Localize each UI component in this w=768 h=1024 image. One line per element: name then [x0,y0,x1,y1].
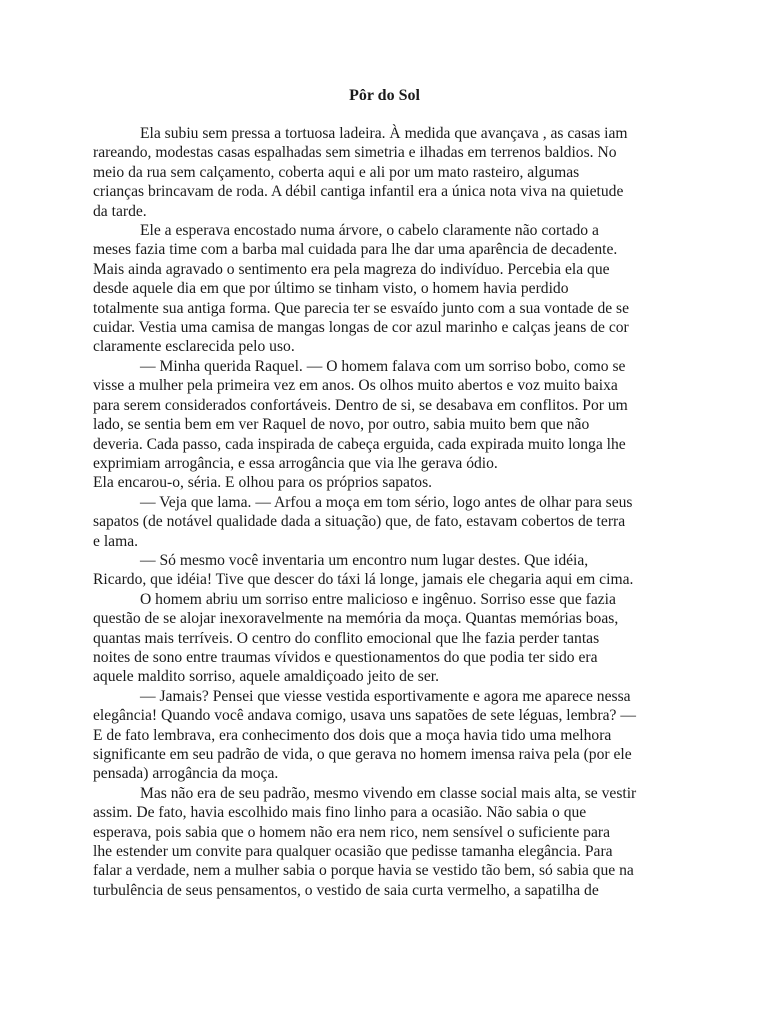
text-line: visse a mulher pela primeira vez em anos. Os olhos muito abertos e voz muito baixa [93,377,618,395]
text-line: crianças brincavam de roda. A débil cantiga infantil era a única nota viva na quietude [93,183,624,201]
text-line: Mais ainda agravado o sentimento era pela magreza do indivíduo. Percebia ela que [93,260,610,278]
text-line: rareando, modestas casas espalhadas sem simetria e ilhadas em terrenos baldios. No [93,144,617,162]
text-line: quantas mais terríveis. O centro do conflito emocional que lhe fazia perder tantas [93,629,600,647]
text-line: meio da rua sem calçamento, coberta aqui e ali por um mato rasteiro, algumas [93,163,580,181]
paragraph-first-line: Mas não era de seu padrão, mesmo vivendo em classe social mais alta, se vestir [140,784,637,802]
text-line: exprimiam arrogância, e essa arrogância que via lhe gerava ódio. [93,454,498,472]
text-line: E de fato lembrava, era conhecimento dos dois que a moça havia tido uma melhora [93,726,612,744]
text-line: Ela encarou-o, séria. E olhou para os próprios sapatos. [93,474,433,492]
text-line: meses fazia time com a barba mal cuidada para lhe dar uma aparência de decadente. [93,241,618,259]
text-line: lado, se sentia bem em ver Raquel de novo, por outro, sabia muito bem que não [93,416,590,434]
text-line: Ricardo, que idéia! Tive que descer do táxi lá longe, jamais ele chegaria aqui em cima. [93,571,634,589]
text-line: turbulência de seus pensamentos, o vestido de saia curta vermelho, a sapatilha de [93,881,599,899]
text-line: da tarde. [93,202,147,220]
text-line: assim. De fato, havia escolhido mais fino linho para a ocasião. Não sabia o que [93,804,587,822]
text-line: totalmente sua antiga forma. Que parecia ter se esvaído junto com a sua vontade de se [93,299,630,317]
paragraph-first-line: Ele a esperava encostado numa árvore, o cabelo claramente não cortado a [140,222,599,240]
text-line: deveria. Cada passo, cada inspirada de cabeça erguida, cada expirada muito longa lhe [93,435,626,453]
paragraph-first-line: Ela subiu sem pressa a tortuosa ladeira. À medida que avançava , as casas iam [140,125,628,142]
document-body [93,124,676,900]
document-title: Pôr do Sol [349,87,420,104]
text-line: e lama. [93,532,139,550]
text-line: questão de se alojar inexoravelmente na memória da moça. Quantas memórias boas, [93,610,619,628]
text-line: significante em seu padrão de vida, o que gerava no homem imensa raiva pela (por ele [93,746,632,763]
text-line: sapatos (de notável qualidade dada a situação) que, de fato, estavam cobertos de terra [93,513,626,531]
text-line: noites de sono entre traumas vívidos e questionamentos do que podia ter sido era [93,648,598,666]
paragraph-first-line: — Só mesmo você inventaria um encontro num lugar destes. Que idéia, [140,551,589,569]
paragraph-first-line: O homem abriu um sorriso entre malicioso e ingênuo. Sorriso esse que fazia [140,590,616,608]
text-line: para serem considerados confortáveis. Dentro de si, se desabava em conflitos. Por um [93,396,628,414]
text-line: esperava, pois sabia que o homem não era nem rico, nem sensível o suficiente para [93,823,611,841]
text-line: cuidar. Vestia uma camisa de mangas longas de cor azul marinho e calças jeans de cor [93,319,629,337]
text-line: elegância! Quando você andava comigo, usava uns sapatões de sete léguas, lembra? — [93,707,636,725]
text-line: falar a verdade, nem a mulher sabia o porque havia se vestido tão bem, só sabia que na [93,862,634,880]
paragraph-first-line: — Veja que lama. — Arfou a moça em tom sério, logo antes de olhar para seus [140,493,633,511]
text-line: aquele maldito sorriso, aquele amaldiçoado jeito de ser. [93,668,439,686]
paragraph-first-line: — Jamais? Pensei que viesse vestida esportivamente e agora me aparece nessa [140,687,631,705]
paragraph-first-line: — Minha querida Raquel. — O homem falava com um sorriso bobo, como se [140,357,626,375]
text-line: lhe estender um convite para qualquer ocasião que pedisse tamanha elegância. Para [93,843,613,861]
text-line: desde aquele dia em que por último se tinham visto, o homem havia perdido [93,280,569,298]
text-line: pensada) arrogância da moça. [93,765,279,783]
text-line: claramente esclarecida pelo uso. [93,338,295,356]
